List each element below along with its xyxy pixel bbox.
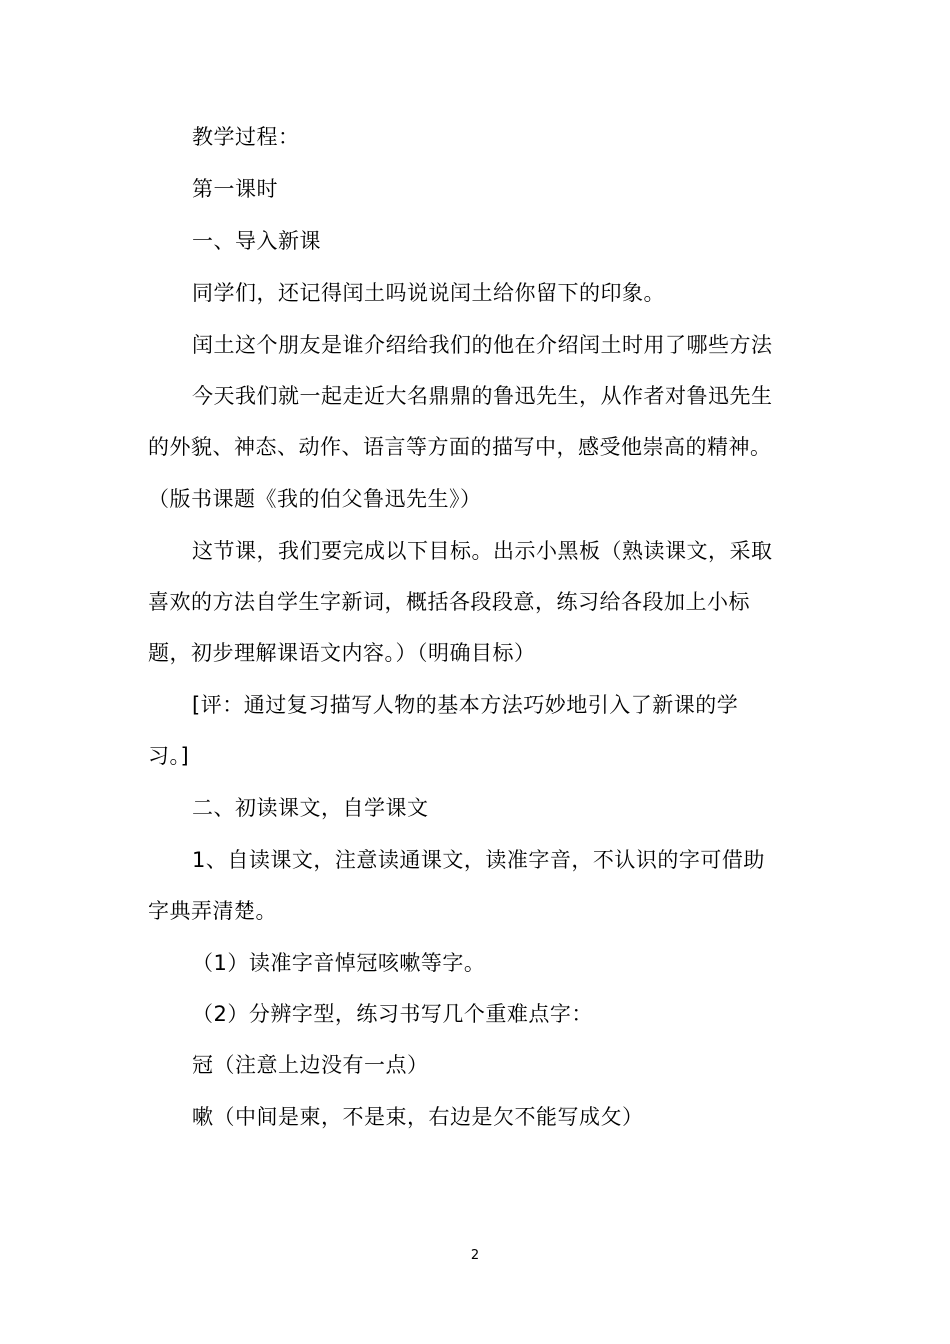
list-item: （1）读准字音悼冠咳嗽等字。 [192, 951, 486, 975]
paragraph-line: 题，初步理解课语文内容。）（明确目标） [148, 641, 536, 665]
section-heading-reading: 二、初读课文，自学课文 [192, 796, 429, 820]
comment-line: 习。] [148, 744, 190, 768]
list-item: （2）分辨字型，练习书写几个重难点字： [192, 1002, 593, 1026]
paragraph-line: 字典弄清楚。 [148, 899, 277, 923]
paragraph-line: 闰土这个朋友是谁介绍给我们的他在介绍闰土时用了哪些方法 [192, 333, 773, 357]
section-heading-intro: 一、导入新课 [192, 229, 321, 253]
heading-teaching-process: 教学过程： [192, 125, 300, 149]
list-item: 嗽（中间是柬，不是束，右边是欠不能写成攵） [192, 1105, 644, 1129]
paragraph-line: 今天我们就一起走近大名鼎鼎的鲁迅先生，从作者对鲁迅先生 [192, 384, 773, 408]
paragraph-line: （版书课题《我的伯父鲁迅先生》） [148, 487, 482, 511]
heading-first-lesson: 第一课时 [192, 177, 278, 201]
paragraph-line: 这节课，我们要完成以下目标。出示小黑板（熟读课文，采取 [192, 539, 773, 563]
comment-line: [评：通过复习描写人物的基本方法巧妙地引入了新课的学 [192, 693, 739, 717]
paragraph-line: 的外貌、神态、动作、语言等方面的描写中，感受他崇高的精神。 [148, 435, 772, 459]
paragraph-line: 喜欢的方法自学生字新词，概括各段段意，练习给各段加上小标 [148, 590, 750, 614]
paragraph-line: 1、自读课文，注意读通课文，读准字音，不认识的字可借助 [192, 848, 765, 872]
page-number: 2 [470, 1248, 480, 1263]
list-item: 冠（注意上边没有一点） [192, 1053, 429, 1077]
paragraph-line: 同学们，还记得闰土吗说说闰土给你留下的印象。 [192, 281, 665, 305]
